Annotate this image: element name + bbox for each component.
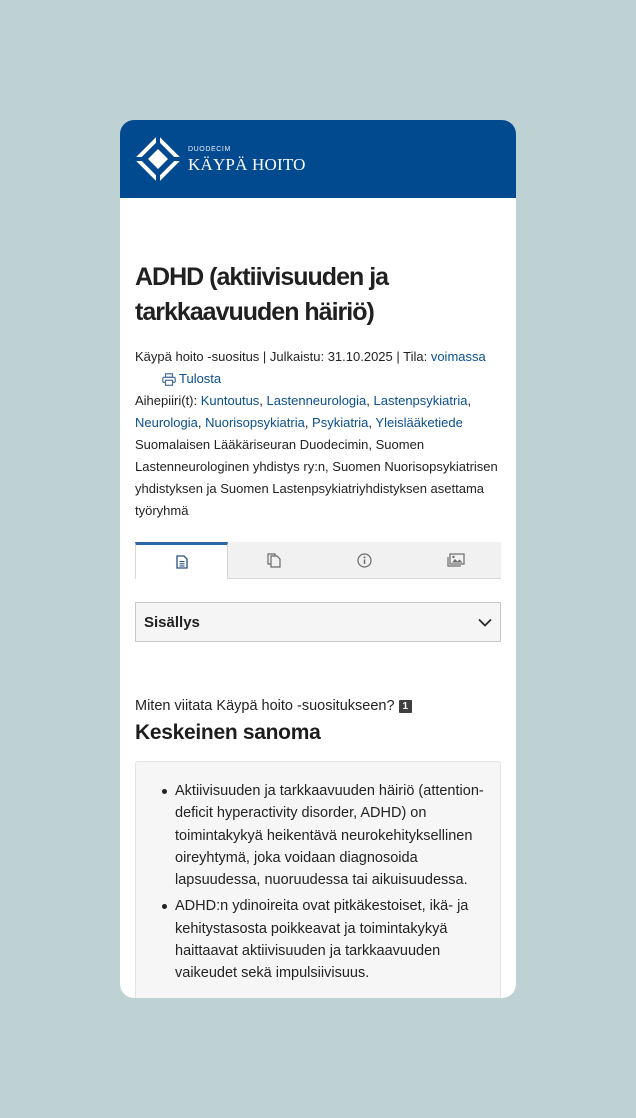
list-item: Aktiivisuuden ja tarkkaavuuden häiriö (attention-deficit hyperactivity disorder, ADHD) on toimintakykyä heikentävä neurokehityksellinen oireyhtymä, joka voidaan diagnosoida lapsuudessa, nuoruudessa tai aikuisuudessa. — [158, 780, 486, 891]
meta-text: Käypä hoito -suositus | Julkaistu: 31.10.2025 | Tila: — [135, 349, 431, 364]
duodecim-diamond-icon — [134, 135, 182, 183]
key-message-heading: Keskeinen sanoma — [135, 721, 321, 744]
printer-icon[interactable] — [162, 373, 176, 386]
topic-link[interactable]: Lastenpsykiatria — [373, 393, 468, 408]
reference-badge[interactable]: 1 — [399, 700, 413, 713]
topic-link[interactable]: Kuntoutus — [200, 393, 260, 408]
topic-link[interactable]: Lastenneurologia — [266, 393, 367, 408]
kaypa-hoito-logo[interactable] — [134, 135, 306, 183]
print-link[interactable]: Tulosta — [179, 371, 222, 386]
phone-frame — [120, 120, 516, 998]
main-content — [120, 198, 516, 998]
document-icon — [176, 555, 188, 569]
topics-line: Aihepiiri(t): Kuntoutus, Lastenneurologia, Lastenpsykiatria, Neurologia, Nuorisopsykiatria, Psykiatria, Yleislääketiede — [135, 393, 472, 430]
view-tabs — [135, 542, 501, 579]
tab-info[interactable] — [319, 542, 410, 578]
brand-small: DUODECIM — [188, 145, 231, 153]
article-meta — [135, 346, 501, 522]
citation-line — [135, 698, 501, 714]
citation-text: Miten viitata Käypä hoito -suositukseen? — [135, 698, 395, 714]
tab-document[interactable] — [135, 542, 228, 579]
authors-text: Suomalaisen Lääkäriseuran Duodecimin, Suomen Lastenneurologinen yhdistys ry:n, Suomen Nuorisopsykiatrisen yhdistyksen ja Suomen Lastenpsykiatriyhdistyksen asettama työryhmä — [135, 437, 498, 518]
topic-link[interactable]: Yleislääketiede — [375, 415, 463, 430]
toc-select-label: Sisällys — [144, 613, 200, 631]
images-icon — [447, 553, 465, 567]
copy-icon — [267, 553, 281, 568]
site-header — [120, 120, 516, 198]
key-message-box — [135, 761, 501, 998]
toc-select[interactable] — [135, 602, 501, 642]
status-link[interactable]: voimassa — [430, 349, 486, 364]
info-icon — [357, 553, 372, 568]
tab-images[interactable] — [410, 542, 501, 578]
tab-copy[interactable] — [228, 542, 319, 578]
topic-link[interactable]: Neurologia — [135, 415, 198, 430]
brand-main: KÄYPÄ HOITO — [188, 154, 306, 174]
topics-label: Aihepiiri(t): — [135, 393, 201, 408]
topic-link[interactable]: Nuorisopsykiatria — [205, 415, 305, 430]
topic-link[interactable]: Psykiatria — [312, 415, 369, 430]
list-item: ADHD:n ydinoireita ovat pitkäkestoiset, ikä- ja kehitystasosta poikkeavat ja toimintakykyä haittaavat aktiivisuuden ja tarkkaavuuden vaikeudet sekä impulsiivisuus. — [158, 895, 486, 984]
page-title: ADHD (aktiivisuuden ja tarkkaavuuden häiriö) — [135, 263, 389, 326]
chevron-down-icon — [478, 618, 492, 627]
